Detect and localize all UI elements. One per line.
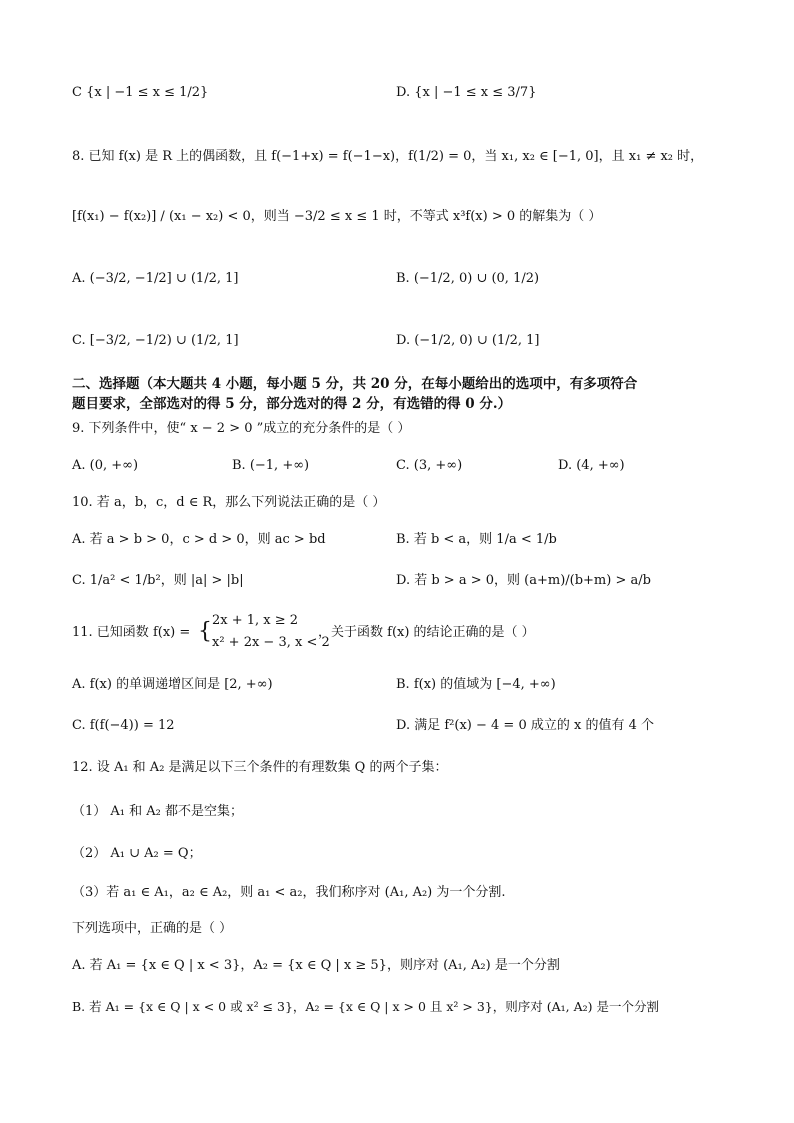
q12-condition-3: （3）若 a₁ ∈ A₁，a₂ ∈ A₂，则 a₁ < a₂，我们称序对 (A₁, A₂) 为一个分割. bbox=[72, 885, 506, 900]
q11-option-a: A. f(x) 的单调递增区间是 [2, +∞) bbox=[72, 677, 273, 692]
q8-stem-line1: 8. 已知 f(x) 是 R 上的偶函数，且 f(−1+x) = f(−1−x)，f(1/2) = 0，当 x₁, x₂ ∈ [−1, 0]，且 x₁ ≠ x₂ 时， bbox=[72, 149, 704, 164]
q10-option-d: D. 若 b > a > 0，则 (a+m)/(b+m) > a/b bbox=[396, 573, 651, 588]
q9-option-d: D. (4, +∞) bbox=[558, 458, 625, 473]
q11-option-b: B. f(x) 的值域为 [−4, +∞) bbox=[396, 677, 556, 692]
section2-heading-line2: 题目要求，全部选对的得 5 分，部分选对的得 2 分，有选错的得 0 分.） bbox=[72, 396, 512, 412]
q11-case-1: 2x + 1, x ≥ 2 bbox=[212, 613, 299, 628]
q7-option-c: C {x | −1 ≤ x ≤ 1/2} bbox=[72, 85, 209, 100]
q8-option-c: C. [−3/2, −1/2) ∪ (1/2, 1] bbox=[72, 333, 239, 348]
q12-condition-2: （2） A₁ ∪ A₂ = Q； bbox=[72, 846, 202, 861]
q12-condition-1: （1） A₁ 和 A₂ 都不是空集； bbox=[72, 804, 243, 819]
q11-stem-prefix: 11. 已知函数 f(x) = bbox=[72, 625, 191, 640]
q8-stem-line2: [f(x₁) − f(x₂)] / (x₁ − x₂) < 0，则当 −3/2 ≤ x ≤ 1 时，不等式 x³f(x) > 0 的解集为（ ） bbox=[72, 209, 602, 224]
section2-heading-line1: 二、选择题（本大题共 4 小题，每小题 5 分，共 20 分，在每小题给出的选项中，有多项符合 bbox=[72, 376, 638, 392]
q7-option-d: D. {x | −1 ≤ x ≤ 3/7} bbox=[396, 85, 537, 100]
q11-stem-suffix: ，关于函数 f(x) 的结论正确的是（ ） bbox=[318, 625, 535, 640]
q10-option-b: B. 若 b < a，则 1/a < 1/b bbox=[396, 532, 557, 547]
q10-option-c: C. 1/a² < 1/b²，则 |a| > |b| bbox=[72, 573, 244, 588]
q9-stem: 9. 下列条件中，使“ x − 2 > 0 ”成立的充分条件的是（ ） bbox=[72, 421, 411, 436]
q12-prompt: 下列选项中，正确的是（ ） bbox=[72, 921, 233, 936]
q9-option-c: C. (3, +∞) bbox=[396, 458, 463, 473]
q8-option-b: B. (−1/2, 0) ∪ (0, 1/2) bbox=[396, 271, 540, 286]
q9-option-b: B. (−1, +∞) bbox=[232, 458, 310, 473]
q12-option-a: A. 若 A₁ = {x ∈ Q | x < 3}，A₂ = {x ∈ Q | x ≥ 5}，则序对 (A₁, A₂) 是一个分割 bbox=[72, 958, 560, 973]
q10-option-a: A. 若 a > b > 0，c > d > 0，则 ac > bd bbox=[72, 532, 326, 547]
q8-option-d: D. (−1/2, 0) ∪ (1/2, 1] bbox=[396, 333, 540, 348]
q11-option-d: D. 满足 f²(x) − 4 = 0 成立的 x 的值有 4 个 bbox=[396, 718, 654, 733]
q10-stem: 10. 若 a，b，c，d ∈ R，那么下列说法正确的是（ ） bbox=[72, 495, 386, 510]
q12-stem: 12. 设 A₁ 和 A₂ 是满足以下三个条件的有理数集 Q 的两个子集： bbox=[72, 760, 448, 775]
q11-option-c: C. f(f(−4)) = 12 bbox=[72, 718, 175, 733]
q11-case-2: x² + 2x − 3, x < 2 bbox=[212, 635, 330, 650]
q11-piecewise-brace: { bbox=[198, 619, 212, 644]
q12-option-b: B. 若 A₁ = {x ∈ Q | x < 0 或 x² ≤ 3}，A₂ = {x ∈ Q | x > 0 且 x² > 3}，则序对 (A₁, A₂) 是一个分割 bbox=[72, 999, 659, 1014]
q8-option-a: A. (−3/2, −1/2] ∪ (1/2, 1] bbox=[72, 271, 239, 286]
q9-option-a: A. (0, +∞) bbox=[72, 458, 139, 473]
